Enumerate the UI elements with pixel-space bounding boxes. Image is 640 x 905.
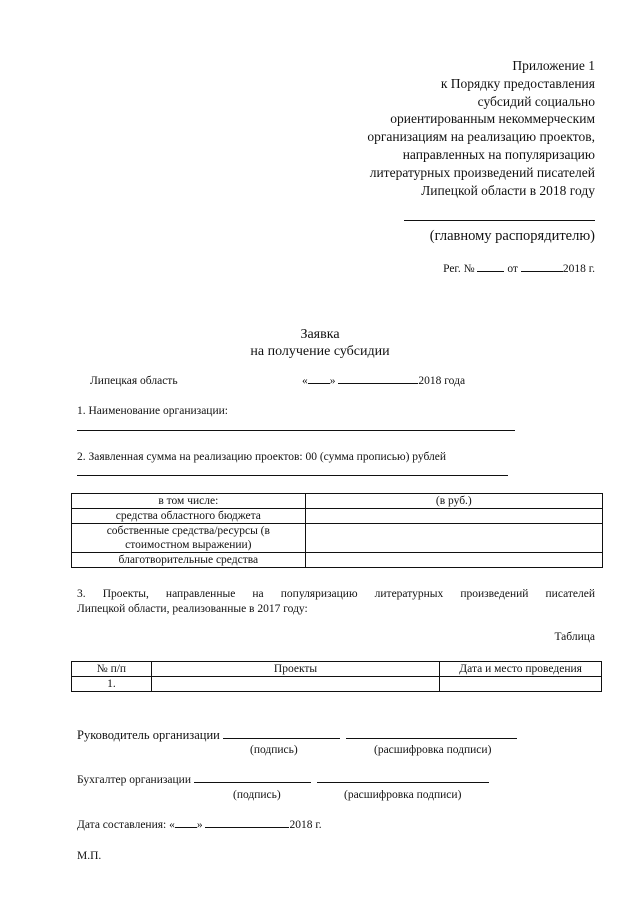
head-signature-blank[interactable] [223, 737, 340, 739]
appendix-line: субсидий социально [477, 93, 595, 109]
accountant-decode-blank[interactable] [317, 781, 489, 783]
appendix-line: направленных на популяризацию [402, 146, 595, 162]
projects-header-cell: Проекты [151, 662, 439, 677]
application-date [302, 375, 465, 387]
registration-line [300, 263, 595, 275]
title-line-1: Заявка [300, 327, 340, 342]
funding-row-label: благотворительные средства [72, 553, 306, 568]
table-row [72, 494, 603, 509]
date-month-blank[interactable] [338, 382, 418, 384]
title-line-2: на получение субсидии [250, 344, 390, 359]
head-decode-caption: (расшифровка подписи) [374, 744, 492, 756]
head-decode-blank[interactable] [346, 737, 517, 739]
section-2-label: 2. Заявленная сумма на реализацию проектов: 00 (сумма прописью) рублей [77, 451, 447, 463]
appendix-line: литературных произведений писателей [369, 164, 595, 180]
appendix-block [300, 57, 595, 199]
section-3-line-1: 3. Проекты, направленные на популяризацию литературных произведений писателей [77, 588, 595, 600]
funding-table [71, 493, 603, 568]
accountant-signature-row [77, 774, 489, 786]
funding-header-cell: в том числе: [72, 494, 306, 509]
accountant-signature-caption: (подпись) [233, 789, 281, 801]
compiled-label: Дата составления: [77, 819, 167, 831]
date-close-quote: » [329, 375, 336, 387]
table-row [72, 553, 603, 568]
recipient-blank-line[interactable] [404, 220, 595, 221]
funding-header-cell: (в руб.) [305, 494, 602, 509]
reg-label: Рег. № [443, 263, 475, 275]
projects-number-cell: 1. [72, 677, 152, 692]
funding-row-label: средства областного бюджета [72, 509, 306, 524]
head-label: Руководитель организации [77, 728, 220, 742]
projects-header-cell: № п/п [72, 662, 152, 677]
organization-name-line[interactable] [77, 430, 515, 431]
compiled-month-blank[interactable] [205, 826, 289, 828]
reg-number-blank[interactable] [477, 270, 504, 272]
accountant-signature-blank[interactable] [194, 781, 311, 783]
date-open-quote: « [302, 375, 308, 387]
head-signature-caption: (подпись) [250, 744, 298, 756]
document-title [0, 326, 640, 360]
section-1-label: 1. Наименование организации: [77, 405, 228, 417]
place-label: Липецкая область [90, 375, 178, 387]
head-signature-row [77, 728, 517, 743]
date-year: 2018 года [418, 375, 466, 387]
amount-line[interactable] [77, 475, 508, 476]
table-caption: Таблица [554, 631, 595, 643]
appendix-line: Липецкой области в 2018 году [421, 182, 595, 198]
reg-year: 2018 г. [562, 263, 595, 275]
appendix-line: к Порядку предоставления [440, 75, 595, 91]
accountant-decode-caption: (расшифровка подписи) [344, 789, 462, 801]
stamp-label: М.П. [77, 850, 102, 862]
compiled-day-blank[interactable] [175, 826, 197, 828]
accountant-label: Бухгалтер организации [77, 774, 191, 786]
compiled-close-quote: » [196, 819, 203, 831]
funding-value-cell[interactable] [305, 509, 602, 524]
table-row [72, 509, 603, 524]
compiled-date-row [77, 819, 322, 831]
compiled-open-quote: « [169, 819, 175, 831]
section-3-line-2: Липецкой области, реализованные в 2017 году: [77, 603, 308, 615]
funding-value-cell[interactable] [305, 553, 602, 568]
reg-from-label: от [507, 263, 518, 275]
table-row [72, 524, 603, 553]
projects-name-cell[interactable] [151, 677, 439, 692]
table-row [72, 677, 602, 692]
projects-table [71, 661, 602, 692]
projects-header-cell: Дата и место проведения [440, 662, 602, 677]
recipient-caption: (главному распорядителю) [429, 228, 595, 244]
projects-date-cell[interactable] [440, 677, 602, 692]
date-day-blank[interactable] [308, 382, 330, 384]
appendix-line: ориентированным некоммерческим [390, 111, 595, 127]
compiled-year: 2018 г. [289, 819, 322, 831]
table-row [72, 662, 602, 677]
funding-value-cell[interactable] [305, 524, 602, 553]
appendix-line: Приложение 1 [512, 58, 595, 73]
reg-date-blank[interactable] [521, 270, 563, 272]
appendix-line: организациям на реализацию проектов, [367, 129, 595, 145]
funding-row-label: собственные средства/ресурсы (в стоимостном выражении) [72, 524, 306, 553]
